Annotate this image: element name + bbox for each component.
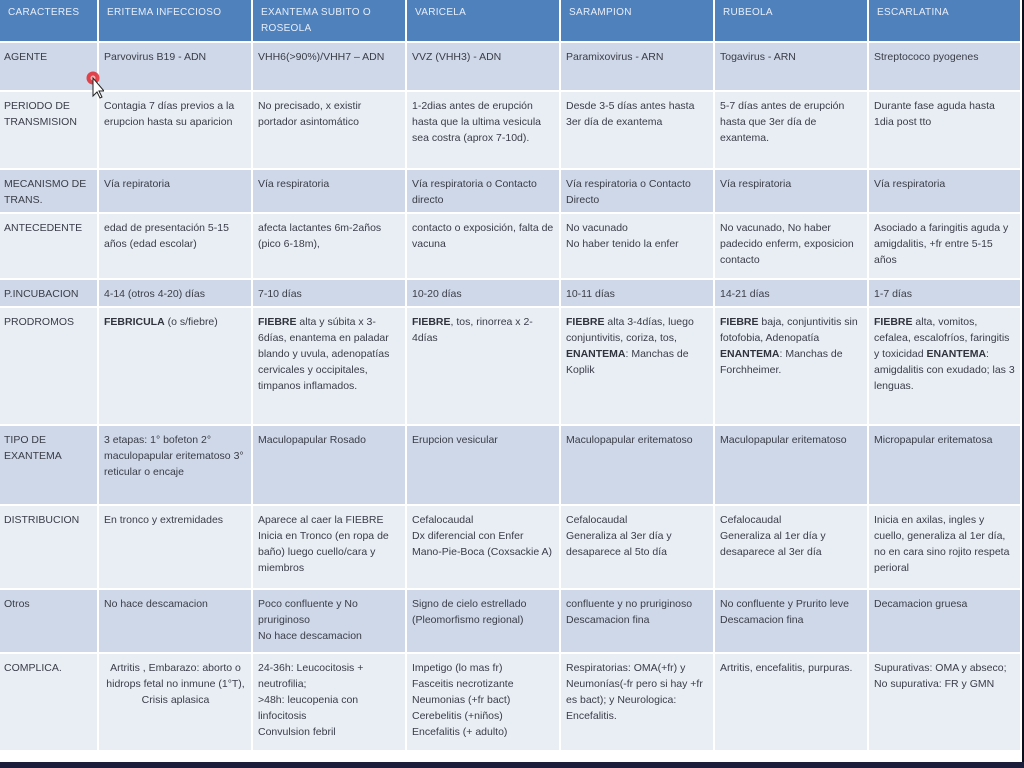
table-cell — [99, 308, 253, 426]
cell-text: alta 3-4días, luego conjuntivitis, coriza, tos, — [566, 316, 694, 344]
table-cell — [253, 308, 407, 426]
table-cell: 10-11 días — [561, 280, 715, 308]
table-row — [0, 43, 1022, 92]
table-cell: 7-10 días — [253, 280, 407, 308]
table-row — [0, 280, 1022, 308]
row-label: DISTRIBUCION — [0, 506, 99, 590]
table-cell: Vía respiratoria o Contacto Directo — [561, 170, 715, 214]
row-label: PERIODO DE TRANSMISION — [0, 92, 99, 170]
table-row — [0, 92, 1022, 170]
table-cell: Aparece al caer la FIEBRE Inicia en Tronco (en ropa de baño) luego cuello/cara y miembros — [253, 506, 407, 590]
table-cell: VVZ (VHH3) - ADN — [407, 43, 561, 92]
table-cell: 4-14 (otros 4-20) días — [99, 280, 253, 308]
table-cell: Togavirus - ARN — [715, 43, 869, 92]
table-cell: 1-2dias antes de erupción hasta que la ultima vesicula sea costra (aprox 7-10d). — [407, 92, 561, 170]
cell-text: : Manchas de Koplik — [566, 348, 689, 376]
table-cell: Erupcion vesicular — [407, 426, 561, 506]
mouse-pointer-icon — [86, 71, 104, 99]
cell-text: (o s/fiebre) — [164, 316, 218, 328]
cell-text: , tos, rinorrea x 2-4días — [412, 316, 533, 344]
row-label: Otros — [0, 590, 99, 654]
row-label: TIPO DE EXANTEMA — [0, 426, 99, 506]
table-cell: Cefalocaudal Dx diferencial con Enfer Mano-Pie-Boca (Coxsackie A) — [407, 506, 561, 590]
table-cell: 5-7 días antes de erupción hasta que 3er día de exantema. — [715, 92, 869, 170]
header-cell: RUBEOLA — [715, 0, 869, 43]
table-cell: Artritis , Embarazo: aborto o hidrops fetal no inmune (1°T), Crisis aplasica — [99, 654, 253, 752]
table-cell: Impetigo (lo mas fr) Fasceitis necrotizante Neumonias (+fr bact) Cerebelitis (+niños) Encefalitis (+ adulto) — [407, 654, 561, 752]
table-cell: Cefalocaudal Generaliza al 3er día y desaparece al 5to día — [561, 506, 715, 590]
table-cell: Artritis, encefalitis, purpuras. — [715, 654, 869, 752]
bold-term: FIEBRE — [258, 316, 297, 328]
row-label: P.INCUBACION — [0, 280, 99, 308]
table-cell: 24-36h: Leucocitosis + neutrofilia; >48h: leucopenia con linfocitosis Convulsion febril — [253, 654, 407, 752]
table-cell: Streptococo pyogenes — [869, 43, 1022, 92]
cell-text: alta y súbita x 3-6días, enantema en paladar blando y uvula, adenopatías cervicales y occipitales, timpanos inflamados. — [258, 316, 390, 392]
table-cell — [561, 308, 715, 426]
cell-text: : Manchas de Forchheimer. — [720, 348, 843, 376]
table-cell: No vacunado No haber tenido la enfer — [561, 214, 715, 280]
table-cell: contacto o exposición, falta de vacuna — [407, 214, 561, 280]
table-cell: Vía respiratoria o Contacto directo — [407, 170, 561, 214]
table-cell: Desde 3-5 días antes hasta 3er día de exantema — [561, 92, 715, 170]
bold-term: FIEBRE — [874, 316, 913, 328]
table-cell: Vía respiratoria — [715, 170, 869, 214]
table-cell: confluente y no pruriginoso Descamacion fina — [561, 590, 715, 654]
table-cell: Vía respiratoria — [869, 170, 1022, 214]
row-label: COMPLICA. — [0, 654, 99, 752]
table-cell — [869, 308, 1022, 426]
table-cell: 3 etapas: 1° bofeton 2° maculopapular eritematoso 3° reticular o encaje — [99, 426, 253, 506]
table-cell: afecta lactantes 6m-2años (pico 6-18m), — [253, 214, 407, 280]
table-cell: Asociado a faringitis aguda y amigdalitis, +fr entre 5-15 años — [869, 214, 1022, 280]
table-cell: VHH6(>90%)/VHH7 – ADN — [253, 43, 407, 92]
table-row — [0, 506, 1022, 590]
cell-text: alta, vomitos, cefalea, escalofríos, faringitis y toxicidad — [874, 316, 1010, 360]
row-label: PRODROMOS — [0, 308, 99, 426]
table-cell: En tronco y extremidades — [99, 506, 253, 590]
cell-text: : amigdalitis con exudado; las 3 lenguas. — [874, 348, 1015, 392]
table-cell: Maculopapular Rosado — [253, 426, 407, 506]
header-cell: SARAMPION — [561, 0, 715, 43]
bold-term: FIEBRE — [720, 316, 759, 328]
row-label: AGENTE — [0, 43, 99, 92]
table-cell: edad de presentación 5-15 años (edad escolar) — [99, 214, 253, 280]
table-cell: 14-21 días — [715, 280, 869, 308]
table-cell: Durante fase aguda hasta 1dia post tto — [869, 92, 1022, 170]
table-cell: Vía respiratoria — [253, 170, 407, 214]
header-cell: EXANTEMA SUBITO O ROSEOLA — [253, 0, 407, 43]
table-cell: Maculopapular eritematoso — [715, 426, 869, 506]
table-cell: Cefalocaudal Generaliza al 1er día y desaparece al 3er día — [715, 506, 869, 590]
header-cell: ESCARLATINA — [869, 0, 1022, 43]
table-cell: Supurativas: OMA y abseco; No supurativa: FR y GMN — [869, 654, 1022, 752]
table-cell: 1-7 días — [869, 280, 1022, 308]
row-label: MECANISMO DE TRANS. — [0, 170, 99, 214]
bold-term: ENANTEMA — [926, 348, 987, 360]
screen-bottom-border — [0, 762, 1024, 768]
table-cell: Inicia en axilas, ingles y cuello, generaliza al 1er día, no en cara sino rojito respeta perioral — [869, 506, 1022, 590]
table-cell: Decamacion gruesa — [869, 590, 1022, 654]
table-cell: Vía repiratoria — [99, 170, 253, 214]
table-row — [0, 590, 1022, 654]
table-cell — [715, 308, 869, 426]
bold-term: ENANTEMA — [566, 348, 626, 360]
cell-text: baja, conjuntivitis sin fotofobia, Adenopatía — [720, 316, 858, 344]
bold-term: FEBRICULA — [104, 316, 165, 328]
table-cell: Maculopapular eritematoso — [561, 426, 715, 506]
bold-term: FIEBRE — [412, 316, 451, 328]
table-row — [0, 170, 1022, 214]
header-cell: CARACTERES — [0, 0, 99, 43]
table-cell: Poco confluente y No pruriginoso No hace descamacion — [253, 590, 407, 654]
header-cell: VARICELA — [407, 0, 561, 43]
table-cell: No precisado, x existir portador asintomático — [253, 92, 407, 170]
bold-term: ENANTEMA — [720, 348, 780, 360]
table-cell: Parvovirus B19 - ADN — [99, 43, 253, 92]
table-cell: Contagia 7 días previos a la erupcion hasta su aparicion — [99, 92, 253, 170]
table-cell: Respiratorias: OMA(+fr) y Neumonías(-fr pero si hay +fr es bact); y Neurologica: Encefalitis. — [561, 654, 715, 752]
table-cell: Micropapular eritematosa — [869, 426, 1022, 506]
table-cell: No vacunado, No haber padecido enferm, exposicion contacto — [715, 214, 869, 280]
table-cell: No confluente y Prurito leve Descamacion fina — [715, 590, 869, 654]
table-cell: 10-20 días — [407, 280, 561, 308]
table-cell: Signo de cielo estrellado (Pleomorfismo regional) — [407, 590, 561, 654]
header-row — [0, 0, 1022, 43]
table-cell — [407, 308, 561, 426]
table-cell: Paramixovirus - ARN — [561, 43, 715, 92]
table-row — [0, 214, 1022, 280]
table-cell: No hace descamacion — [99, 590, 253, 654]
table-row — [0, 654, 1022, 752]
row-label: ANTECEDENTE — [0, 214, 99, 280]
bold-term: FIEBRE — [566, 316, 605, 328]
table-row — [0, 308, 1022, 426]
header-cell: ERITEMA INFECCIOSO — [99, 0, 253, 43]
table-row — [0, 426, 1022, 506]
